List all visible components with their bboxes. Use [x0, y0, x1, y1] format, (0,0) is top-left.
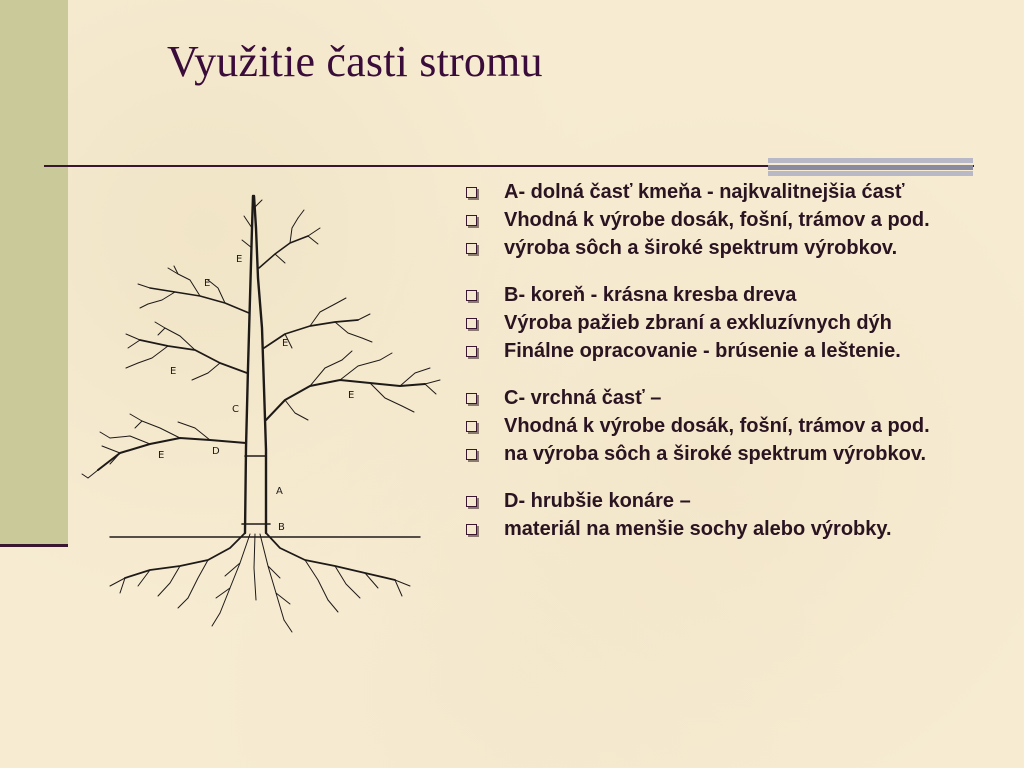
item-text: Výroba pažieb zbraní a exkluzívnych dýh: [504, 312, 892, 334]
item-text: Vhodná k výrobe dosák, fošní, trámov a pod.: [504, 415, 930, 437]
item-text: B- koreň - krásna kresba dreva: [504, 284, 797, 306]
list-item: [466, 283, 1018, 307]
group-a: [466, 180, 1018, 260]
checkbox-bullet-icon: [466, 283, 504, 306]
accent-bar: [768, 158, 973, 176]
checkbox-bullet-icon: [466, 414, 504, 437]
item-text: Vhodná k výrobe dosák, fošní, trámov a pod.: [504, 209, 930, 231]
label-e-lower-left: E: [158, 450, 165, 461]
checkbox-bullet-icon: [466, 180, 504, 203]
checkbox-bullet-icon: [466, 339, 504, 362]
label-e-upper-left: E: [204, 278, 211, 289]
label-a: A: [276, 486, 283, 497]
checkbox-bullet-icon: [466, 442, 504, 465]
list-item: [466, 414, 1018, 438]
item-text: A- dolná časť kmeňa - najkvalitnejšia ćasť: [504, 181, 905, 203]
list-item: [466, 180, 1018, 204]
label-c: C: [232, 404, 239, 415]
checkbox-bullet-icon: [466, 489, 504, 512]
label-e-right: E: [348, 390, 355, 401]
group-c: [466, 386, 1018, 466]
group-d: [466, 489, 1018, 541]
checkbox-bullet-icon: [466, 236, 504, 259]
item-text: materiál na menšie sochy alebo výrobky.: [504, 518, 892, 540]
list-item: [466, 386, 1018, 410]
item-text: Finálne opracovanie - brúsenie a leštenie.: [504, 340, 901, 362]
tree-diagram: [80, 188, 450, 638]
list-item: [466, 517, 1018, 541]
list-item: [466, 236, 1018, 260]
list-item: [466, 311, 1018, 335]
label-d: D: [212, 446, 220, 457]
label-b: B: [278, 522, 285, 533]
checkbox-bullet-icon: [466, 208, 504, 231]
group-b: [466, 283, 1018, 363]
list-item: [466, 339, 1018, 363]
list-item: [466, 442, 1018, 466]
list-item: [466, 208, 1018, 232]
checkbox-bullet-icon: [466, 517, 504, 540]
label-e-middle-left: E: [170, 366, 177, 377]
item-text: výroba sôch a široké spektrum výrobkov.: [504, 237, 898, 259]
item-text: D- hrubšie konáre –: [504, 490, 691, 512]
checkbox-bullet-icon: [466, 386, 504, 409]
item-text: na výroba sôch a široké spektrum výrobkov.: [504, 443, 927, 465]
slide-title: Využitie časti stromu: [167, 37, 543, 86]
sidebar-band: [0, 0, 68, 545]
item-text: C- vrchná časť –: [504, 387, 662, 409]
checkbox-bullet-icon: [466, 311, 504, 334]
list-item: [466, 489, 1018, 513]
label-e-middle-right: E: [282, 338, 289, 349]
label-e-top: E: [236, 254, 243, 265]
sidebar-bottom-line: [0, 544, 68, 547]
bullet-content: [466, 180, 1018, 564]
